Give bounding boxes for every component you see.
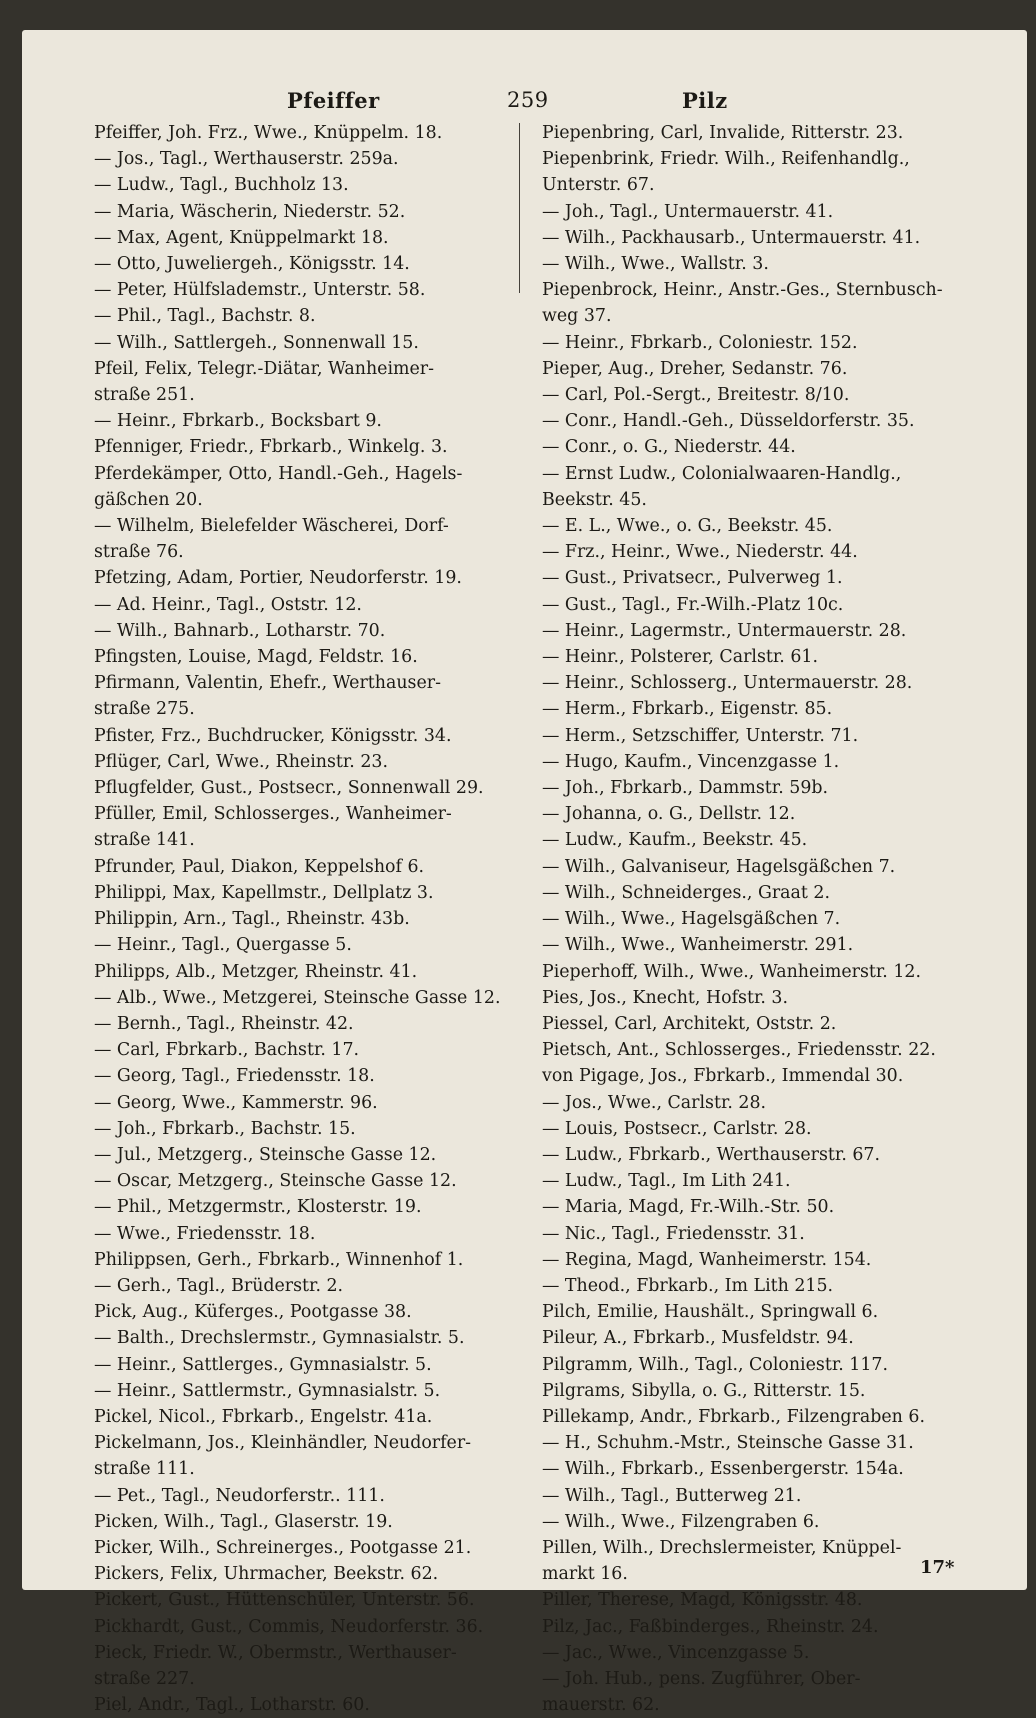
directory-entry: Pillen, Wilh., Drechslermeister, Knüppel- <box>542 1537 902 1558</box>
sheet-signature: 17* <box>920 1557 955 1578</box>
directory-entry: — Otto, Juweliergeh., Königsstr. 14. <box>94 254 410 275</box>
directory-entry: — Wilh., Wwe., Wanheimerstr. 291. <box>542 935 854 956</box>
directory-entry: Pilgrams, Sibylla, o. G., Ritterstr. 15. <box>542 1380 866 1401</box>
directory-entry: Piller, Therese, Magd, Königsstr. 48. <box>542 1590 863 1611</box>
directory-entry: Piessel, Carl, Architekt, Oststr. 2. <box>542 1013 837 1034</box>
directory-entry: — Ernst Ludw., Colonialwaaren-Handlg., <box>542 463 902 484</box>
directory-entry: Pickel, Nicol., Fbrkarb., Engelstr. 41a. <box>94 1406 433 1427</box>
directory-entry: — Peter, Hülfslademstr., Unterstr. 58. <box>94 280 426 301</box>
directory-entry: Philipps, Alb., Metzger, Rheinstr. 41. <box>94 961 418 982</box>
directory-entry: Pfister, Frz., Buchdrucker, Königsstr. 34. <box>94 725 452 746</box>
directory-entry: — Joh., Fbrkarb., Dammstr. 59b. <box>542 778 829 799</box>
directory-entry: Pilz, Jac., Faßbinderges., Rheinstr. 24. <box>542 1616 879 1637</box>
directory-entry: Picker, Wilh., Schreinerges., Pootgasse 21. <box>94 1537 472 1558</box>
directory-entry: — Ludw., Tagl., Im Lith 241. <box>542 1171 791 1192</box>
directory-entry: Pfetzing, Adam, Portier, Neudorferstr. 19. <box>94 568 462 589</box>
directory-entry: Pickers, Felix, Uhrmacher, Beekstr. 62. <box>94 1564 439 1585</box>
directory-entry: — Heinr., Polsterer, Carlstr. 61. <box>542 647 818 668</box>
directory-entry: Unterstr. 67. <box>542 175 655 196</box>
directory-entry: Pietsch, Ant., Schlosserges., Friedensstr. 22. <box>542 1040 936 1061</box>
directory-entry: straße 227. <box>94 1668 195 1689</box>
directory-entry: markt 16. <box>542 1564 628 1585</box>
directory-entry: Pfirmann, Valentin, Ehefr., Werthauser- <box>94 673 441 694</box>
directory-entry: — Hugo, Kaufm., Vincenzgasse 1. <box>542 751 840 772</box>
directory-entry: Philippi, Max, Kapellmstr., Dellplatz 3. <box>94 882 434 903</box>
directory-entry: — Wilh., Galvaniseur, Hagelsgäßchen 7. <box>542 856 896 877</box>
directory-page <box>22 30 1027 1716</box>
directory-entry: Pfrunder, Paul, Diakon, Keppelshof 6. <box>94 856 425 877</box>
directory-entry: — Wilh., Fbrkarb., Essenbergerstr. 154a. <box>542 1459 904 1480</box>
directory-entry: — Gust., Privatsecr., Pulverweg 1. <box>542 568 843 589</box>
directory-entry: von Pigage, Jos., Fbrkarb., Immendal 30. <box>542 1066 904 1087</box>
directory-entry: Pilgramm, Wilh., Tagl., Coloniestr. 117. <box>542 1354 889 1375</box>
directory-entry: — Joh., Tagl., Untermauerstr. 41. <box>542 201 834 222</box>
directory-entry: — Jos., Wwe., Carlstr. 28. <box>542 1092 767 1113</box>
directory-entry: — Wilh., Wwe., Filzengraben 6. <box>542 1511 820 1532</box>
directory-entry: — Wilhelm, Bielefelder Wäscherei, Dorf- <box>94 516 449 537</box>
directory-entry: — Regina, Magd, Wanheimerstr. 154. <box>542 1249 872 1270</box>
directory-entry: Beekstr. 45. <box>542 489 647 510</box>
directory-entry: Pfüller, Emil, Schlosserges., Wanheimer- <box>94 804 452 825</box>
left-column <box>94 120 529 1718</box>
directory-entry: Pieperhoff, Wilh., Wwe., Wanheimerstr. 12. <box>542 961 921 982</box>
directory-entry: Pileur, A., Fbrkarb., Musfeldstr. 94. <box>542 1328 854 1349</box>
directory-entry: Pieper, Aug., Dreher, Sedanstr. 76. <box>542 358 848 379</box>
directory-entry: — Oscar, Metzgerg., Steinsche Gasse 12. <box>94 1171 457 1192</box>
directory-entry: — Wilh., Packhausarb., Untermauerstr. 41. <box>542 227 921 248</box>
page-number: 259 <box>507 88 549 112</box>
directory-entry: straße 275. <box>94 699 195 720</box>
directory-entry: — Wilh., Wwe., Hagelsgäßchen 7. <box>542 909 841 930</box>
directory-entry: Piepenbrink, Friedr. Wilh., Reifenhandlg., <box>542 149 910 170</box>
directory-entry: mauerstr. 62. <box>542 1695 660 1716</box>
directory-entry: — Conr., o. G., Niederstr. 44. <box>542 437 796 458</box>
directory-entry: Piepenbring, Carl, Invalide, Ritterstr. 23. <box>542 123 904 143</box>
directory-entry: — Gust., Tagl., Fr.-Wilh.-Platz 10c. <box>542 594 844 615</box>
directory-entry: — Jul., Metzgerg., Steinsche Gasse 12. <box>94 1144 437 1165</box>
directory-entry: — Georg, Wwe., Kammerstr. 96. <box>94 1092 378 1113</box>
directory-entry: Piepenbrock, Heinr., Anstr.-Ges., Sternbusch- <box>542 280 943 301</box>
directory-entry: Pferdekämper, Otto, Handl.-Geh., Hagels- <box>94 463 463 484</box>
directory-entry: — Phil., Metzgermstr., Klosterstr. 19. <box>94 1197 422 1218</box>
directory-entry: — Louis, Postsecr., Carlstr. 28. <box>542 1118 812 1139</box>
directory-entry: — Heinr., Schlosserg., Untermauerstr. 28. <box>542 673 913 694</box>
directory-entry: — Heinr., Lagermstr., Untermauerstr. 28. <box>542 620 907 641</box>
directory-entry: — Maria, Wäscherin, Niederstr. 52. <box>94 201 406 222</box>
right-column <box>542 120 1012 1718</box>
directory-entry: Pickelmann, Jos., Kleinhändler, Neudorfer- <box>94 1433 472 1454</box>
directory-entry: — Ludw., Tagl., Buchholz 13. <box>94 175 349 196</box>
directory-entry: — Ludw., Kaufm., Beekstr. 45. <box>542 830 808 851</box>
directory-entry: — Ludw., Fbrkarb., Werthauserstr. 67. <box>542 1144 881 1165</box>
directory-entry: — Heinr., Tagl., Quergasse 5. <box>94 935 352 956</box>
directory-entry: — Nic., Tagl., Friedensstr. 31. <box>542 1223 805 1244</box>
directory-entry: — Carl, Fbrkarb., Bachstr. 17. <box>94 1040 360 1061</box>
directory-entry: — Georg, Tagl., Friedensstr. 18. <box>94 1066 375 1087</box>
header-right-keyword: Pilz <box>682 88 728 113</box>
directory-entry: — Maria, Magd, Fr.-Wilh.-Str. 50. <box>542 1197 835 1218</box>
directory-entry: — Conr., Handl.-Geh., Düsseldorferstr. 35. <box>542 411 915 432</box>
directory-entry: straße 111. <box>94 1459 195 1480</box>
directory-entry: — Gerh., Tagl., Brüderstr. 2. <box>94 1275 344 1296</box>
directory-entry: — Wwe., Friedensstr. 18. <box>94 1223 316 1244</box>
directory-entry: — Carl, Pol.-Sergt., Breitestr. 8/10. <box>542 385 850 406</box>
directory-entry: straße 141. <box>94 830 195 851</box>
directory-entry: Pieck, Friedr. W., Obermstr., Werthauser- <box>94 1642 457 1663</box>
directory-entry: — E. L., Wwe., o. G., Beekstr. 45. <box>542 516 833 537</box>
directory-entry: Pick, Aug., Küferges., Pootgasse 38. <box>94 1302 412 1323</box>
directory-entry: Piel, Andr., Tagl., Lotharstr. 60. <box>94 1695 370 1716</box>
directory-entry: — Ad. Heinr., Tagl., Oststr. 12. <box>94 594 362 615</box>
directory-entry: — Frz., Heinr., Wwe., Niederstr. 44. <box>542 542 858 563</box>
directory-entry: Pfeiffer, Joh. Frz., Wwe., Knüppelm. 18. <box>94 123 443 143</box>
directory-entry: — Johanna, o. G., Dellstr. 12. <box>542 804 796 825</box>
directory-entry: — Herm., Setzschiffer, Unterstr. 71. <box>542 725 859 746</box>
directory-entry: Pilch, Emilie, Haushält., Springwall 6. <box>542 1302 879 1323</box>
directory-entry: Pickert, Gust., Hüttenschüler, Unterstr. 56. <box>94 1590 475 1611</box>
directory-entry: weg 37. <box>542 306 612 327</box>
directory-entry: Pflüger, Carl, Wwe., Rheinstr. 23. <box>94 751 388 772</box>
directory-entry: — Heinr., Sattlerges., Gymnasialstr. 5. <box>94 1354 432 1375</box>
directory-entry: — Bernh., Tagl., Rheinstr. 42. <box>94 1013 354 1034</box>
directory-entry: — Joh., Fbrkarb., Bachstr. 15. <box>94 1118 356 1139</box>
directory-entry: Pies, Jos., Knecht, Hofstr. 3. <box>542 987 788 1008</box>
directory-entry: Pflugfelder, Gust., Postsecr., Sonnenwall 29. <box>94 778 484 799</box>
directory-entry: — Heinr., Fbrkarb., Coloniestr. 152. <box>542 332 858 353</box>
directory-entry: Pillekamp, Andr., Fbrkarb., Filzengraben 6. <box>542 1406 925 1427</box>
header-left-keyword: Pfeiffer <box>287 88 380 113</box>
directory-entry: — Wilh., Wwe., Wallstr. 3. <box>542 254 769 275</box>
directory-entry: — Max, Agent, Knüppelmarkt 18. <box>94 227 389 248</box>
page-header <box>22 80 1027 120</box>
directory-entry: — Jos., Tagl., Werthauserstr. 259a. <box>94 149 399 170</box>
directory-entry: Pfeil, Felix, Telegr.-Diätar, Wanheimer- <box>94 358 434 379</box>
directory-entry: — H., Schuhm.-Mstr., Steinsche Gasse 31. <box>542 1433 914 1454</box>
directory-entry: — Alb., Wwe., Metzgerei, Steinsche Gasse 12. <box>94 987 501 1008</box>
directory-entry: — Wilh., Sattlergeh., Sonnenwall 15. <box>94 332 419 353</box>
directory-entry: — Balth., Drechslermstr., Gymnasialstr. 5. <box>94 1328 465 1349</box>
directory-entry: — Heinr., Sattlermstr., Gymnasialstr. 5. <box>94 1380 441 1401</box>
directory-entry: Pfingsten, Louise, Magd, Feldstr. 16. <box>94 647 418 668</box>
directory-entry: Pfenniger, Friedr., Fbrkarb., Winkelg. 3. <box>94 437 448 458</box>
directory-entry: — Wilh., Schneiderges., Graat 2. <box>542 882 831 903</box>
directory-entry: — Jac., Wwe., Vincenzgasse 5. <box>542 1642 810 1663</box>
directory-entry: Pickhardt, Gust., Commis, Neudorferstr. 36. <box>94 1616 484 1637</box>
directory-entry: straße 76. <box>94 542 184 563</box>
directory-entry: — Phil., Tagl., Bachstr. 8. <box>94 306 316 327</box>
directory-entry: — Herm., Fbrkarb., Eigenstr. 85. <box>542 699 833 720</box>
directory-entry: gäßchen 20. <box>94 489 203 510</box>
directory-entry: — Joh. Hub., pens. Zugführer, Ober- <box>542 1668 861 1689</box>
directory-entry: — Pet., Tagl., Neudorferstr.. 111. <box>94 1485 385 1506</box>
directory-entry: Picken, Wilh., Tagl., Glaserstr. 19. <box>94 1511 393 1532</box>
directory-entry: straße 251. <box>94 385 195 406</box>
directory-entry: Philippin, Arn., Tagl., Rheinstr. 43b. <box>94 909 410 930</box>
directory-entry: — Theod., Fbrkarb., Im Lith 215. <box>542 1275 834 1296</box>
directory-entry: — Heinr., Fbrkarb., Bocksbart 9. <box>94 411 382 432</box>
directory-entry: — Wilh., Tagl., Butterweg 21. <box>542 1485 802 1506</box>
directory-entry: — Wilh., Bahnarb., Lotharstr. 70. <box>94 620 386 641</box>
directory-entry: Philippsen, Gerh., Fbrkarb., Winnenhof 1. <box>94 1249 464 1270</box>
